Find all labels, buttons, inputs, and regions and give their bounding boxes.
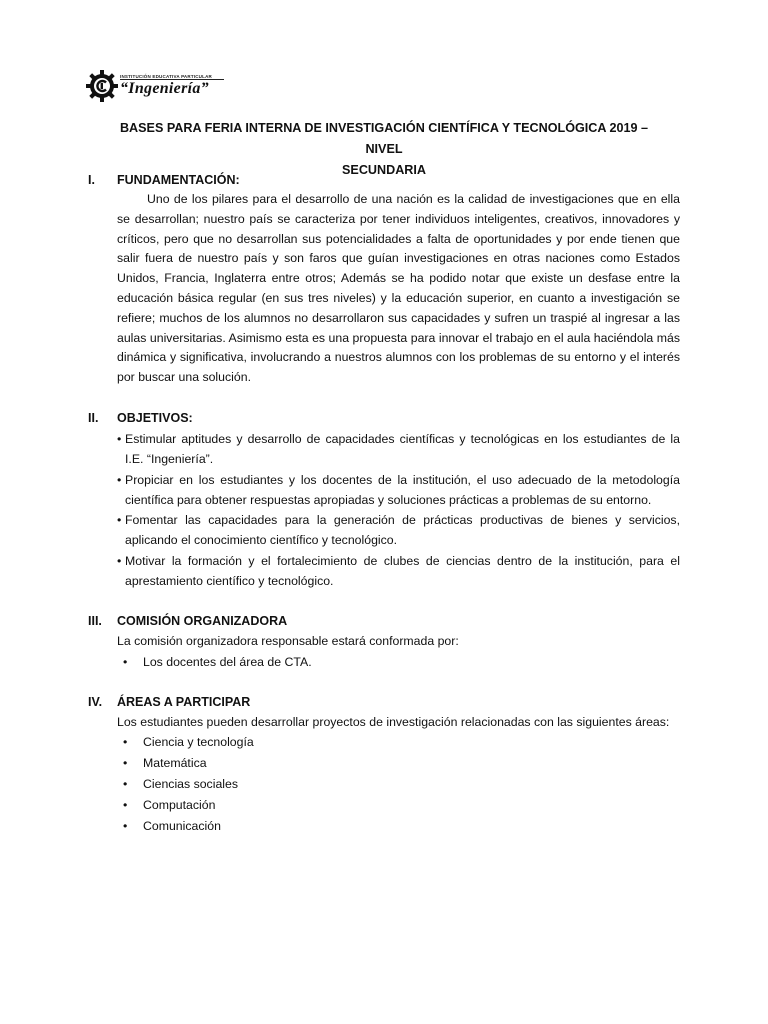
bullet-icon: •: [117, 432, 122, 446]
list-item-text: Los docentes del área de CTA.: [143, 655, 312, 669]
bullet-icon: •: [117, 472, 122, 487]
list-item: [117, 652, 312, 673]
section-3-heading: [88, 611, 287, 631]
bullet-icon: •: [123, 777, 128, 791]
bullet-icon: •: [117, 513, 122, 528]
bullet-icon: •: [123, 798, 128, 812]
school-logo: [86, 70, 236, 106]
section-4-title: ÁREAS A PARTICIPAR: [117, 695, 251, 709]
bullet-icon: •: [117, 553, 122, 568]
logo-small-text: INSTITUCIÓN EDUCATIVA PARTICULAR: [120, 74, 212, 79]
list-item: [117, 551, 680, 592]
list-item-text: Motivar la formación y el fortalecimiento de clubes de ciencias dentro de la institución, para el aprestamiento científico y tecnológico.: [125, 553, 680, 589]
fundamentacion-text: Uno de los pilares para el desarrollo de una nación es la calidad de investigaciones que en ella se desarrollan; nuestro país se caracteriza por tener individuos inteligentes, creativos, innovadores y críticos, pero que no desarrollan sus potencialidades a falta de oportunidades y por ende tienen que salir fuera de nuestro país y son faros que guían investigaciones en otras naciones como Estados Unidos, Francia, Inglaterra entre otros; Además se ha podido notar que existe un desfase entre la educación básica regular (en sus tres niveles) y la educación superior, en cuanto a investigación se refiere; muchos de los alumnos no desarrollaron sus capacidades y sufren un traspié al ingresar a las aulas universitarias. Asimismo esta es una propuesta para innovar el trabajo en el aula haciéndola más dinámica y significativa, involucrando a nuestros alumnos con los problemas de su entorno y el interés por buscar una solución.: [117, 192, 680, 385]
section-4-heading: [88, 692, 250, 712]
section-2-heading: [88, 408, 193, 428]
section-1-paragraph: [117, 190, 680, 388]
list-item-text: Computación: [143, 798, 216, 812]
list-item-text: Propiciar en los estudiantes y los docentes de la institución, el uso adecuado de la metodología científica para obtener respuestas apropiadas y soluciones prácticas a problemas de su entorno.: [125, 472, 680, 507]
section-1-number: I.: [88, 173, 95, 187]
gear-icon: [86, 70, 118, 102]
list-item: [117, 753, 254, 774]
section-3-number: III.: [88, 614, 102, 628]
list-item: [117, 429, 680, 470]
list-item-text: Ciencias sociales: [143, 777, 239, 791]
list-item: [117, 816, 254, 837]
objectives-list: [117, 429, 680, 591]
areas-list: [117, 732, 254, 837]
list-item: [117, 510, 680, 551]
section-4-intro: Los estudiantes pueden desarrollar proyectos de investigación relacionadas con las siguientes áreas:: [117, 715, 670, 729]
committee-list: [117, 652, 312, 673]
list-item: [117, 470, 680, 511]
section-1-heading: [88, 170, 240, 190]
logo-name: “Ingeniería”: [120, 80, 209, 97]
section-4-number: IV.: [88, 695, 103, 709]
list-item-text: Fomentar las capacidades para la generación de prácticas productivas de bienes y servicios, aplicando el conocimiento científico y tecnológico.: [125, 513, 680, 548]
list-item-text: Comunicación: [143, 819, 221, 833]
list-item: [117, 774, 254, 795]
section-2-number: II.: [88, 411, 99, 425]
title-line-1: BASES PARA FERIA INTERNA DE INVESTIGACIÓN CIENTÍFICA Y TECNOLÓGICA 2019 – NIVEL: [119, 121, 649, 156]
section-2-title: OBJETIVOS:: [117, 411, 193, 425]
title-line-2: SECUNDARIA: [342, 163, 426, 177]
list-item-text: Estimular aptitudes y desarrollo de capacidades científicas y tecnológicas en los estudiantes de la I.E. “Ingeniería”.: [125, 432, 680, 467]
bullet-icon: •: [123, 756, 128, 770]
list-item-text: Ciencia y tecnología: [143, 735, 254, 749]
bullet-icon: •: [123, 655, 128, 669]
section-3-intro: La comisión organizadora responsable estará conformada por:: [117, 634, 459, 648]
bullet-icon: •: [123, 819, 128, 833]
list-item: [117, 795, 254, 816]
section-3-title: COMISIÓN ORGANIZADORA: [117, 614, 288, 628]
list-item-text: Matemática: [143, 756, 207, 770]
section-1-title: FUNDAMENTACIÓN:: [117, 173, 240, 187]
list-item: [117, 732, 254, 753]
bullet-icon: •: [123, 735, 128, 749]
